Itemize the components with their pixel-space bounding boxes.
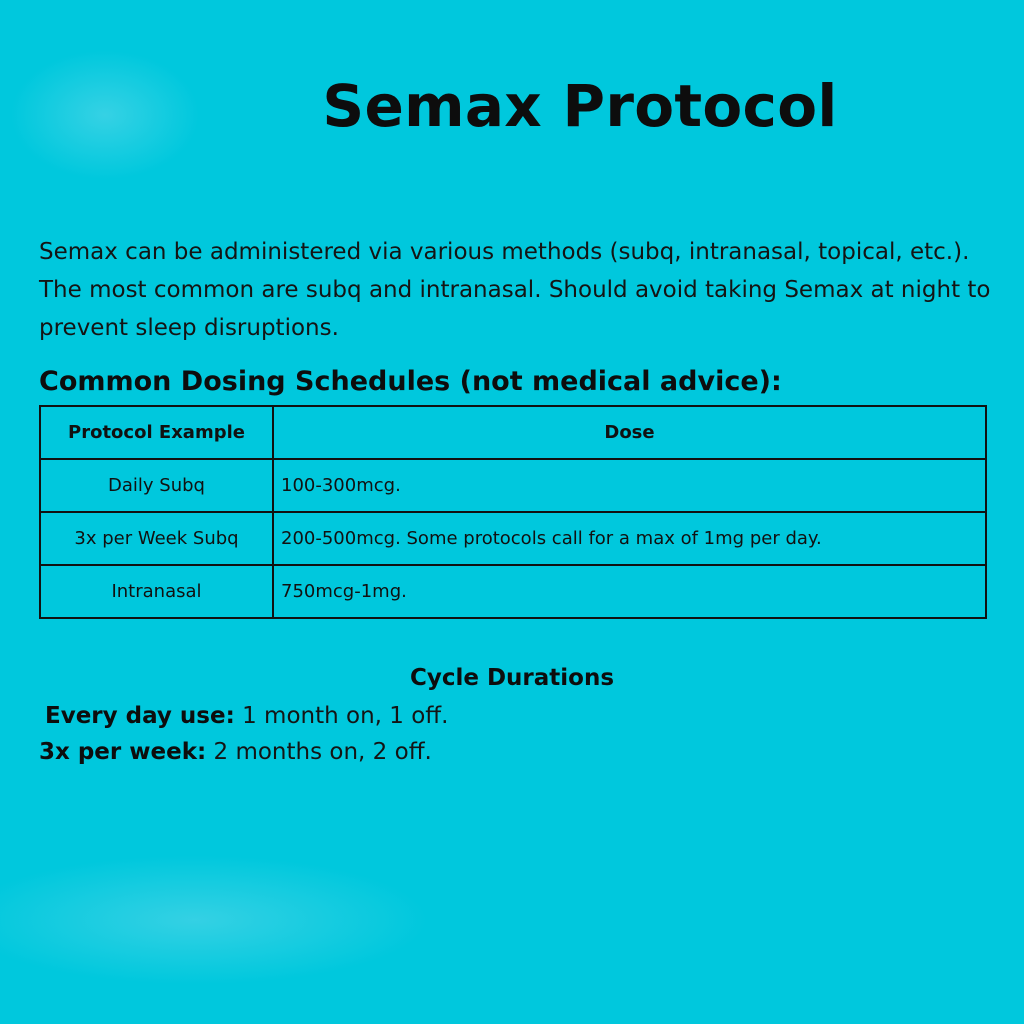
- cycle-item-label: Every day use:: [45, 703, 235, 729]
- background-glow-top: [10, 50, 200, 180]
- background-glow-bottom: [0, 855, 430, 985]
- cycle-item-value: 2 months on, 2 off.: [213, 739, 432, 765]
- page-title: Semax Protocol: [322, 72, 838, 140]
- table-row: [40, 512, 986, 565]
- cycle-item-value: 1 month on, 1 off.: [242, 703, 449, 729]
- cycle-item-every-day: [45, 699, 448, 733]
- table-row: [40, 459, 986, 512]
- cycle-item-label: 3x per week:: [39, 739, 207, 765]
- column-header-protocol: Protocol Example: [40, 406, 273, 459]
- protocol-cell: Intranasal: [40, 565, 273, 618]
- dose-cell: 750mcg-1mg.: [273, 565, 986, 618]
- cycle-durations-heading: Cycle Durations: [409, 665, 615, 691]
- dose-cell: 100-300mcg.: [273, 459, 986, 512]
- intro-paragraph: Semax can be administered via various methods (subq, intranasal, topical, etc.). The most common are subq and intranasal. Should avoid taking Semax at night to prevent sleep disruptions.: [39, 239, 991, 341]
- dose-cell: 200-500mcg. Some protocols call for a max of 1mg per day.: [273, 512, 986, 565]
- protocol-cell: 3x per Week Subq: [40, 512, 273, 565]
- dosing-schedules-heading: Common Dosing Schedules (not medical advice):: [39, 366, 782, 397]
- dosing-table: [39, 405, 987, 619]
- table-header-row: [40, 406, 986, 459]
- protocol-cell: Daily Subq: [40, 459, 273, 512]
- table-row: [40, 565, 986, 618]
- cycle-item-three-per-week: [39, 735, 432, 769]
- column-header-dose: Dose: [273, 406, 986, 459]
